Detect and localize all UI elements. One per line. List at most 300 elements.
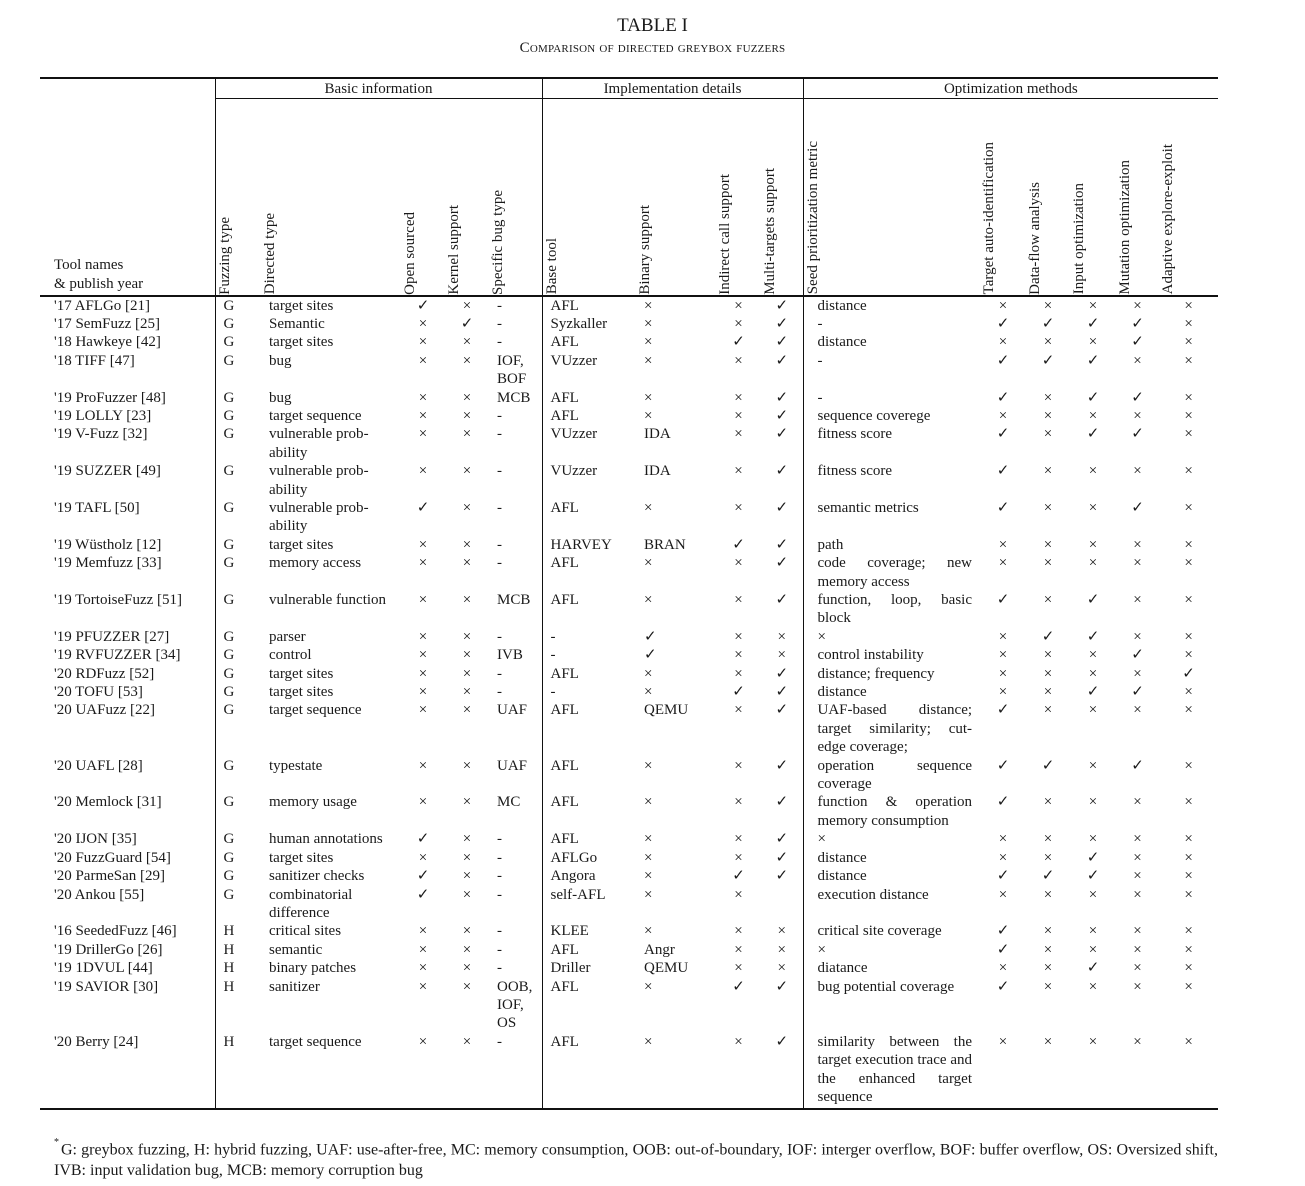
cell-directed-type: vulnerable probability [269,499,369,535]
cell-kernel-support: × [462,592,472,608]
cell-fuzzing-type: G [215,867,261,885]
cell-input-optimization: ✓ [1086,868,1100,885]
cell-open-sourced: × [418,555,428,572]
cell-kernel-support: × [462,536,472,553]
cell-fuzzing-type: G [215,628,261,646]
cell-adaptive-explore-exploit: ✓ [1182,665,1195,682]
cell-fuzzing-type: G [215,296,261,315]
cell-tool-name: '19 TAFL [50] [54,499,140,516]
cell-binary-support: BRAN [644,536,686,553]
cell-mutation-optimization: ✓ [1131,389,1144,406]
cell-data-flow-analysis: × [1043,923,1053,940]
cell-binary-support: QEMU [644,702,689,719]
header-directed-type: Directed type [261,99,401,296]
cell-data-flow-analysis: ✓ [1041,628,1055,645]
cell-directed-type: bug [269,352,292,369]
cell-kernel-support: × [462,426,472,443]
cell-open-sourced: ✓ [416,499,430,516]
cell-data-flow-analysis: × [1043,334,1053,351]
cell-target-auto-identification: ✓ [996,499,1010,516]
cell-seed-prioritization-metric: semantic metrics [803,499,980,536]
cell-base-tool: self-AFL [542,886,636,923]
cell-directed-type: Semantic [269,315,325,332]
cell-indirect-call-support: × [734,886,743,903]
cell-open-sourced: × [418,628,428,645]
cell-kernel-support: × [462,499,472,516]
cell-seed-prioritization-metric: similarity between the target execution trace and the enhanced target sequence [803,1033,980,1110]
cell-open-sourced: × [418,334,428,351]
cell-base-tool: AFL [542,499,636,536]
cell-specific-bug-type: - [497,886,502,903]
table-row [40,867,1218,885]
cell-data-flow-analysis: × [1043,831,1053,848]
cell-data-flow-analysis: × [1043,684,1053,701]
cell-binary-support: × [644,757,653,774]
cell-open-sourced: × [418,923,428,940]
cell-seed-prioritization-metric: diatance [803,959,980,977]
cell-tool-name: '19 SAVIOR [30] [54,978,159,995]
cell-adaptive-explore-exploit: × [1184,592,1193,608]
footnote-text: G: greybox fuzzing, H: hybrid fuzzing, UAF: use-after-free, MC: memory consumption, OOB: out-of-boundary, IOF: interger overflow, BOF: buffer overflow, OS: Oversized shift, IVB: input validation bug, MCB: memory corruption bug [54,1141,1218,1180]
cell-adaptive-explore-exploit: × [1184,536,1193,553]
cell-directed-type: sanitizer checks [269,868,365,885]
table-row [40,1033,1218,1110]
cell-kernel-support: × [462,389,472,406]
cell-kernel-support: × [462,628,472,645]
cell-open-sourced: ✓ [416,868,430,885]
cell-adaptive-explore-exploit: × [1184,684,1193,701]
cell-specific-bug-type: - [497,555,502,572]
cell-mutation-optimization: × [1133,628,1142,645]
cell-target-auto-identification: ✓ [996,941,1010,958]
cell-directed-type: target sites [269,665,334,682]
cell-fuzzing-type: G [215,701,261,756]
cell-seed-prioritization-metric: - [803,352,980,389]
cell-mutation-optimization: × [1133,978,1142,995]
cell-input-optimization: × [1088,536,1098,553]
cell-indirect-call-support: × [734,389,743,406]
cell-input-optimization: × [1088,886,1098,903]
cell-multi-targets-support: ✓ [775,868,789,885]
cell-adaptive-explore-exploit: × [1184,831,1193,848]
cell-multi-targets-support: ✓ [775,426,789,443]
cell-multi-targets-support: ✓ [775,463,789,480]
table-row [40,352,1218,389]
cell-target-auto-identification: ✓ [996,315,1010,332]
cell-open-sourced: × [418,702,428,719]
table-row [40,389,1218,407]
table-row [40,425,1218,462]
cell-base-tool: Driller [542,959,636,977]
cell-data-flow-analysis: × [1043,886,1053,903]
cell-input-optimization: × [1088,923,1098,940]
cell-fuzzing-type: H [215,922,261,940]
group-optimization-methods: Optimization methods [803,78,1218,99]
cell-adaptive-explore-exploit: × [1184,757,1193,774]
cell-multi-targets-support [761,886,803,923]
cell-kernel-support: × [462,352,472,369]
cell-fuzzing-type: G [215,830,261,848]
cell-open-sourced: × [401,1033,445,1110]
cell-seed-prioritization-metric: distance [803,849,980,867]
cell-adaptive-explore-exploit: × [1184,352,1193,369]
cell-open-sourced: × [418,536,428,553]
cell-input-optimization: ✓ [1086,389,1100,406]
cell-mutation-optimization: × [1133,849,1142,866]
cell-input-optimization: × [1088,757,1098,774]
cell-binary-support: × [644,868,653,885]
cell-adaptive-explore-exploit: × [1184,849,1193,866]
header-data-flow-analysis: Data-flow analysis [1026,99,1070,296]
cell-seed-prioritization-metric: critical site coverage [803,922,980,940]
cell-directed-type: human annotations [269,831,383,848]
cell-data-flow-analysis: ✓ [1041,757,1055,774]
comparison-table [40,77,1218,1110]
table-row [40,701,1218,756]
cell-base-tool: AFL [542,296,636,315]
cell-binary-support: × [644,831,653,848]
cell-target-auto-identification: × [998,684,1008,701]
cell-indirect-call-support: × [734,297,743,314]
cell-multi-targets-support: ✓ [761,1033,803,1110]
cell-adaptive-explore-exploit: × [1184,923,1193,940]
cell-base-tool: - [542,628,636,646]
cell-binary-support: × [644,352,653,369]
cell-specific-bug-type: - [497,628,502,645]
cell-multi-targets-support: ✓ [775,352,789,369]
cell-adaptive-explore-exploit: × [1184,555,1193,572]
cell-base-tool: AFL [542,554,636,591]
table-caption [0,14,1305,58]
cell-base-tool: KLEE [542,922,636,940]
cell-open-sourced: ✓ [416,831,430,848]
cell-base-tool: - [542,646,636,664]
cell-adaptive-explore-exploit: × [1184,794,1193,811]
cell-kernel-support: × [462,923,472,940]
table-row [40,554,1218,591]
cell-tool-name: '20 Berry [24] [40,1033,215,1110]
cell-tool-name: '18 TIFF [47] [54,352,135,369]
header-specific-bug-type: Specific bug type [489,99,542,296]
cell-specific-bug-type: - [497,960,502,977]
cell-input-optimization: × [1088,463,1098,480]
cell-kernel-support: × [462,407,472,424]
cell-mutation-optimization: × [1116,1033,1159,1110]
header-tool-names [40,99,215,296]
cell-kernel-support: × [462,647,472,664]
cell-target-auto-identification: ✓ [996,978,1010,995]
cell-base-tool: VUzzer [542,352,636,389]
cell-fuzzing-type: G [215,886,261,923]
cell-seed-prioritization-metric: path [803,536,980,554]
cell-directed-type: critical sites [269,923,342,940]
cell-seed-prioritization-metric: distance [803,296,980,315]
cell-input-optimization: ✓ [1086,592,1100,608]
cell-binary-support: QEMU [644,960,689,977]
cell-specific-bug-type: IOF, BOF [497,352,527,388]
cell-base-tool: AFL [542,830,636,848]
cell-kernel-support: × [462,849,472,866]
cell-target-auto-identification: × [998,407,1008,424]
cell-tool-name: '19 RVFUZZER [34] [54,647,181,664]
header-input-optimization: Input optimization [1070,99,1116,296]
cell-indirect-call-support: × [734,757,743,774]
cell-adaptive-explore-exploit: × [1184,463,1193,480]
cell-target-auto-identification: ✓ [996,702,1010,719]
table-row [40,499,1218,536]
cell-multi-targets-support: ✓ [775,978,789,995]
cell-seed-prioritization-metric: fitness score [803,462,980,499]
cell-seed-prioritization-metric: - [803,389,980,407]
header-open-sourced: Open sourced [401,99,445,296]
cell-indirect-call-support: ✓ [732,978,745,995]
table-row [40,757,1218,794]
cell-indirect-call-support: × [734,352,743,369]
cell-directed-type: semantic [269,941,323,958]
cell-specific-bug-type: - [497,334,502,351]
cell-fuzzing-type: G [215,389,261,407]
cell-indirect-call-support: × [716,1033,761,1110]
cell-input-optimization: × [1088,941,1098,958]
cell-indirect-call-support: × [734,702,743,719]
cell-tool-name: '19 PFUZZER [27] [54,628,170,645]
cell-mutation-optimization: × [1133,665,1142,682]
cell-multi-targets-support: ✓ [775,794,789,811]
cell-input-optimization: × [1088,831,1098,848]
cell-tool-name: '19 LOLLY [23] [54,407,152,424]
cell-seed-prioritization-metric: distance [803,867,980,885]
cell-kernel-support: × [445,1033,489,1110]
cell-specific-bug-type: - [489,1033,542,1110]
cell-multi-targets-support: ✓ [775,315,789,332]
table-footnote [54,1135,1218,1181]
cell-directed-type: target sequence [261,1033,401,1110]
cell-mutation-optimization: × [1133,794,1142,811]
cell-indirect-call-support: × [734,960,743,977]
cell-indirect-call-support: × [734,941,743,958]
cell-mutation-optimization: × [1133,407,1142,424]
cell-mutation-optimization: ✓ [1131,647,1144,664]
cell-data-flow-analysis: × [1026,1033,1070,1110]
cell-open-sourced: ✓ [416,886,430,903]
cell-adaptive-explore-exploit: × [1184,499,1193,516]
cell-fuzzing-type: H [215,1033,261,1110]
cell-directed-type: memory usage [269,794,357,811]
cell-multi-targets-support: ✓ [775,592,789,608]
cell-data-flow-analysis: × [1043,960,1053,977]
cell-directed-type: parser [269,628,306,645]
cell-multi-targets-support: ✓ [775,665,789,682]
header-tool-line1: Tool names [54,256,124,273]
cell-base-tool: AFL [542,333,636,351]
cell-directed-type: bug [269,389,292,406]
cell-multi-targets-support: ✓ [775,499,789,516]
cell-mutation-optimization: × [1133,831,1142,848]
cell-specific-bug-type: - [497,297,502,314]
table-row [40,591,1218,628]
cell-tool-name: '20 IJON [35] [54,831,137,848]
cell-input-optimization: × [1088,407,1098,424]
cell-base-tool: - [542,683,636,701]
cell-seed-prioritization-metric: code coverage; new memory access [803,554,980,591]
cell-specific-bug-type: MCB [497,389,531,406]
cell-multi-targets-support: ✓ [775,684,789,701]
cell-multi-targets-support: ✓ [775,849,789,866]
cell-binary-support: × [644,499,653,516]
cell-adaptive-explore-exploit: × [1184,426,1193,443]
cell-binary-support: ✓ [644,647,657,664]
cell-base-tool: AFL [542,1033,636,1110]
table-row [40,536,1218,554]
table-row [40,793,1218,830]
cell-mutation-optimization: × [1133,536,1142,553]
cell-seed-prioritization-metric: function & operation memory consumption [803,793,980,830]
cell-directed-type: target sites [269,297,334,314]
cell-input-optimization: ✓ [1086,352,1100,369]
header-tool-line2: & publish year [54,275,144,292]
cell-base-tool: AFL [542,591,636,628]
cell-data-flow-analysis: × [1043,389,1053,406]
cell-target-auto-identification: ✓ [996,389,1010,406]
cell-input-optimization: × [1088,297,1098,314]
header-multi-targets-support: Multi-targets support [761,99,803,296]
cell-target-auto-identification: ✓ [996,426,1010,443]
table-row [40,333,1218,351]
cell-base-tool: AFL [542,757,636,794]
cell-multi-targets-support: ✓ [775,702,789,719]
cell-target-auto-identification: × [998,831,1008,848]
table-row [40,407,1218,425]
group-implementation-details: Implementation details [542,78,803,99]
cell-base-tool: AFL [542,941,636,959]
cell-seed-prioritization-metric: control instability [803,646,980,664]
cell-target-auto-identification: ✓ [996,868,1010,885]
cell-indirect-call-support: ✓ [732,684,745,701]
cell-fuzzing-type: G [215,849,261,867]
cell-adaptive-explore-exploit: × [1184,960,1193,977]
cell-specific-bug-type: - [497,684,502,701]
cell-fuzzing-type: G [215,591,261,628]
table-row [40,886,1218,923]
cell-open-sourced: × [418,684,428,701]
cell-specific-bug-type: MC [497,794,521,811]
cell-target-auto-identification: × [998,628,1008,645]
header-indirect-call-support: Indirect call support [716,99,761,296]
cell-data-flow-analysis: × [1043,536,1053,553]
cell-binary-support: × [644,794,653,811]
cell-seed-prioritization-metric: distance [803,683,980,701]
cell-seed-prioritization-metric: function, loop, basic block [803,591,980,628]
cell-binary-support: × [644,315,653,332]
group-blank [40,78,215,99]
cell-directed-type: target sites [269,849,334,866]
cell-seed-prioritization-metric: × [803,628,980,646]
cell-directed-type: target sites [269,536,334,553]
cell-binary-support: × [644,407,653,424]
cell-fuzzing-type: G [215,665,261,683]
cell-directed-type: control [269,647,312,664]
cell-binary-support: × [644,555,653,572]
cell-seed-prioritization-metric: fitness score [803,425,980,462]
cell-base-tool: AFL [542,701,636,756]
cell-kernel-support: × [462,960,472,977]
cell-specific-bug-type: - [497,665,502,682]
cell-open-sourced: × [418,960,428,977]
cell-input-optimization: × [1088,334,1098,351]
cell-base-tool: VUzzer [542,462,636,499]
table-row [40,315,1218,333]
cell-base-tool: VUzzer [542,425,636,462]
cell-fuzzing-type: G [215,462,261,499]
cell-adaptive-explore-exploit: × [1184,702,1193,719]
cell-specific-bug-type: - [497,407,502,424]
cell-fuzzing-type: G [215,407,261,425]
table-row [40,665,1218,683]
cell-indirect-call-support: × [734,831,743,848]
cell-adaptive-explore-exploit: × [1184,628,1193,645]
cell-open-sourced: × [418,757,428,774]
cell-mutation-optimization: × [1133,555,1142,572]
cell-tool-name: '19 DrillerGo [26] [54,941,163,958]
cell-data-flow-analysis: × [1043,555,1053,572]
cell-adaptive-explore-exploit: × [1184,868,1193,885]
cell-fuzzing-type: G [215,499,261,536]
cell-multi-targets-support: ✓ [775,536,789,553]
cell-specific-bug-type: IVB [497,647,523,664]
cell-indirect-call-support: × [734,426,743,443]
cell-data-flow-analysis: × [1043,499,1053,516]
cell-multi-targets-support: ✓ [775,831,789,848]
cell-binary-support: × [644,684,653,701]
cell-base-tool: AFL [542,793,636,830]
cell-mutation-optimization: ✓ [1131,757,1144,774]
cell-fuzzing-type: G [215,793,261,830]
cell-seed-prioritization-metric: distance [803,333,980,351]
cell-open-sourced: × [418,592,428,608]
cell-base-tool: Syzkaller [542,315,636,333]
cell-base-tool: HARVEY [542,536,636,554]
cell-tool-name: '17 SemFuzz [25] [54,315,161,332]
cell-mutation-optimization: ✓ [1131,426,1144,443]
cell-mutation-optimization: ✓ [1131,499,1144,516]
table-row [40,922,1218,940]
cell-seed-prioritization-metric: - [803,315,980,333]
cell-target-auto-identification: × [980,1033,1026,1110]
cell-tool-name: '19 SUZZER [49] [54,463,161,480]
cell-indirect-call-support: ✓ [732,334,745,351]
cell-mutation-optimization: × [1133,702,1142,719]
cell-data-flow-analysis: × [1043,426,1053,443]
table-body [40,296,1218,1110]
cell-adaptive-explore-exploit: × [1184,978,1193,995]
table-row [40,849,1218,867]
cell-adaptive-explore-exploit: × [1184,886,1193,903]
cell-multi-targets-support: × [777,647,786,664]
cell-kernel-support: × [462,941,472,958]
cell-specific-bug-type: UAF [497,702,528,719]
cell-target-auto-identification: × [998,886,1008,903]
cell-directed-type: binary patches [269,960,357,977]
cell-multi-targets-support: ✓ [775,334,789,351]
cell-input-optimization: ✓ [1086,426,1100,443]
cell-binary-support: × [644,389,653,406]
cell-directed-type: vulnerable probability [269,463,369,498]
cell-kernel-support: × [462,886,472,903]
cell-indirect-call-support: × [734,555,743,572]
cell-multi-targets-support: × [777,960,786,977]
cell-indirect-call-support: × [734,592,743,608]
cell-mutation-optimization: ✓ [1131,315,1144,332]
